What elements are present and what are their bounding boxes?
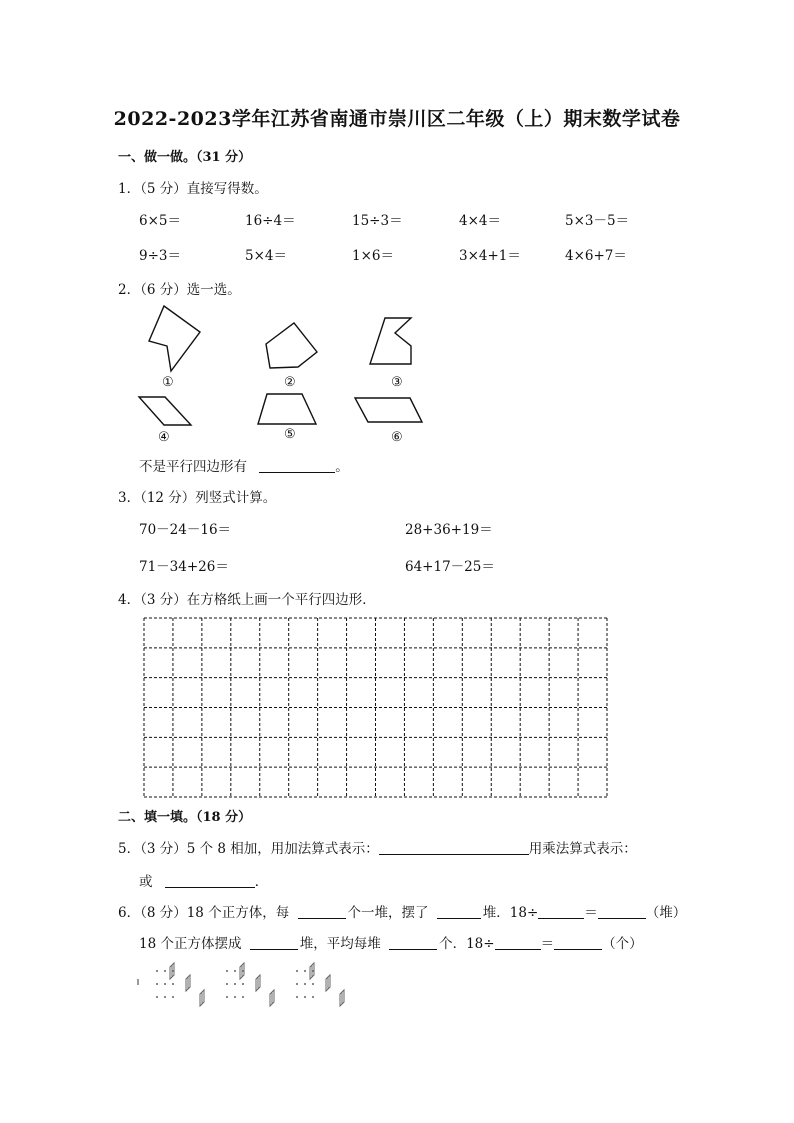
q3-item: 70－24－16＝ xyxy=(139,522,232,538)
dot xyxy=(296,996,298,998)
q6-text: 18 个正方体摆成 xyxy=(139,936,242,952)
dot xyxy=(304,983,306,985)
q1-item: 3×4+1＝ xyxy=(459,248,521,264)
shape-label-1: ① xyxy=(162,375,174,390)
dot xyxy=(156,983,158,985)
q3-item: 64+17－25＝ xyxy=(405,559,495,575)
dot xyxy=(164,970,166,972)
q6-text: （堆） xyxy=(645,905,687,921)
dot xyxy=(234,983,236,985)
dot xyxy=(312,983,314,985)
q6-text: 堆，平均每堆 xyxy=(299,936,381,952)
shape-label-4: ④ xyxy=(158,430,170,445)
q6-text: 个．18÷ xyxy=(439,936,495,952)
dot xyxy=(242,983,244,985)
dot xyxy=(156,970,158,972)
dot xyxy=(156,996,158,998)
dot xyxy=(226,996,228,998)
q1-item: 15÷3＝ xyxy=(352,213,403,229)
q3-item: 28+36+19＝ xyxy=(405,522,493,538)
q1-item: 16÷4＝ xyxy=(245,213,296,229)
q1-item: 9÷3＝ xyxy=(139,248,181,264)
dot xyxy=(172,983,174,985)
q6-text: 堆．18÷ xyxy=(482,905,539,921)
q5-text-c: 或 xyxy=(139,874,153,890)
dot xyxy=(242,996,244,998)
q5-text-d: ． xyxy=(254,874,269,890)
q6-text: ＝ xyxy=(540,936,555,952)
dot xyxy=(304,970,306,972)
dot xyxy=(164,983,166,985)
q6-text: 6．（8 分）18 个正方体，每 xyxy=(118,905,290,921)
dot xyxy=(296,983,298,985)
cube-pile xyxy=(156,963,204,1006)
q5-text-b: 用乘法算式表示： xyxy=(528,841,637,857)
q1-item: 1×6＝ xyxy=(352,248,394,264)
dot xyxy=(296,970,298,972)
cube-pile xyxy=(296,963,344,1006)
q1-item: 4×6+7＝ xyxy=(565,248,627,264)
q6-text: 个一堆，摆了 xyxy=(347,905,429,921)
dot xyxy=(304,996,306,998)
dot xyxy=(164,996,166,998)
q5-text-a: 5．（3 分）5 个 8 相加，用加法算式表示： xyxy=(118,841,379,857)
section-2-heading: 二、填一填。（18 分） xyxy=(118,810,252,825)
section-1-heading: 一、做一做。（31 分） xyxy=(118,150,252,165)
q1-stem: 1．（5 分）直接写得数。 xyxy=(118,181,268,197)
q3-stem: 3．（12 分）列竖式计算。 xyxy=(118,490,277,506)
shape-label-6: ⑥ xyxy=(391,430,403,445)
dot xyxy=(226,983,228,985)
q2-stem: 2．（6 分）选一选。 xyxy=(118,282,241,298)
q1-item: 6×5＝ xyxy=(139,213,181,229)
q1-item: 4×4＝ xyxy=(459,213,501,229)
q6-text: ＝ xyxy=(584,905,598,921)
q1-item: 5×3－5＝ xyxy=(565,213,630,229)
dot xyxy=(312,996,314,998)
dot xyxy=(172,996,174,998)
q6-text: （个） xyxy=(602,936,643,952)
dot xyxy=(234,996,236,998)
cube-pile xyxy=(226,963,274,1006)
shape-label-2: ② xyxy=(284,375,296,390)
q4-stem: 4．（3 分）在方格纸上画一个平行四边形． xyxy=(118,592,376,608)
shape-label-3: ③ xyxy=(391,375,403,390)
page-title: 2022-2023学年江苏省南通市崇川区二年级（上）期末数学试卷 xyxy=(113,108,681,130)
q2-answer-suffix: 。 xyxy=(335,459,349,475)
dot xyxy=(234,970,236,972)
shape-label-5: ⑤ xyxy=(284,427,296,442)
dot xyxy=(226,970,228,972)
q1-item: 5×4＝ xyxy=(245,248,287,264)
q3-item: 71－34+26＝ xyxy=(139,559,229,575)
q2-answer-prefix: 不是平行四边形有 xyxy=(139,459,247,475)
